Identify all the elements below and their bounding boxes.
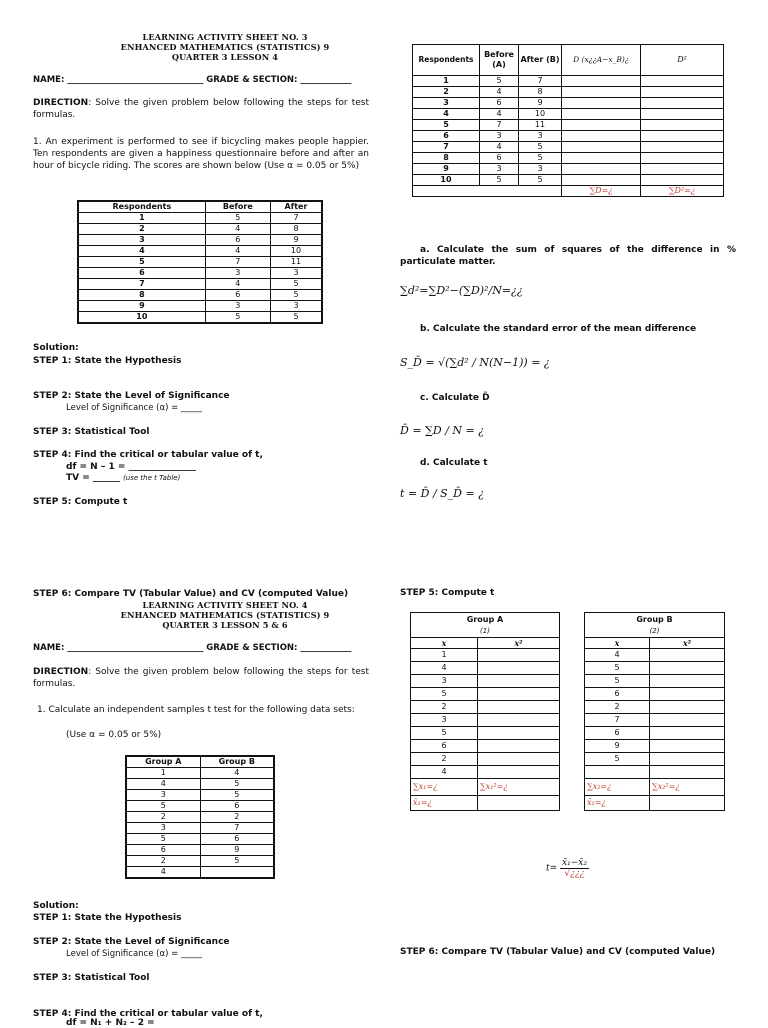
x2-cell	[650, 701, 725, 714]
table-row	[413, 76, 724, 87]
d2-cell	[641, 120, 724, 131]
sheet2-problem-sub: (Use α = 0.05 or 5%)	[66, 730, 162, 740]
right1-c-label: c. Calculate D̄	[420, 393, 490, 403]
table-cell: 3	[205, 301, 270, 312]
sheet2-subject: ENHANCED MATHEMATICS (STATISTICS) 9	[120, 610, 330, 620]
d-cell	[562, 76, 641, 87]
d2-cell	[641, 164, 724, 175]
table-cell: 5	[200, 790, 274, 801]
sheet1-name-line: NAME: ________________________________ GRADE & SECTION: ____________	[33, 75, 352, 85]
table-cell: 10	[78, 312, 205, 324]
d-cell	[562, 164, 641, 175]
x-cell: 6	[585, 727, 650, 740]
table-cell: 7	[519, 76, 562, 87]
table-cell: 5	[205, 213, 270, 224]
x2-cell	[478, 727, 560, 740]
table-row	[585, 662, 725, 675]
table-row	[126, 812, 274, 823]
x-cell: 5	[411, 727, 478, 740]
table-row	[585, 649, 725, 662]
sheet2-step3: STEP 3: Statistical Tool	[33, 973, 150, 983]
table-cell: 4	[480, 87, 519, 98]
table-cell: 3	[480, 131, 519, 142]
table-cell: 3	[519, 164, 562, 175]
table-cell: 3	[413, 98, 480, 109]
x2-cell	[650, 649, 725, 662]
x-cell: 5	[585, 675, 650, 688]
table-cell: 1	[78, 213, 205, 224]
d2-cell	[641, 131, 724, 142]
table-row	[413, 87, 724, 98]
groupA-col-x2: x²	[478, 638, 560, 649]
x-cell: 3	[411, 675, 478, 688]
table-cell: 5	[480, 175, 519, 186]
d-cell	[562, 142, 641, 153]
table-cell: 1	[413, 76, 480, 87]
col-group-a: Group A	[126, 756, 200, 768]
x2-cell	[650, 714, 725, 727]
table-cell: 6	[126, 845, 200, 856]
table-row	[78, 246, 322, 257]
table-row	[411, 714, 560, 727]
sheet2-direction	[33, 666, 369, 690]
table-row	[126, 856, 274, 867]
table-row	[585, 727, 725, 740]
x2-cell	[478, 688, 560, 701]
table-row	[413, 120, 724, 131]
table-cell: 4	[78, 246, 205, 257]
col-group-b: Group B	[200, 756, 274, 768]
table-cell: 9	[200, 845, 274, 856]
right2-t-formula: t= $\frac{\text{x̄₁−x̄₂}}{√¿¿¿}$	[546, 858, 587, 879]
right1-a-label: a. Calculate the sum of squares of the difference in % particulate matter.	[400, 245, 736, 267]
d-cell	[562, 120, 641, 131]
table-cell: 4	[126, 779, 200, 790]
d-cell	[562, 131, 641, 142]
d-cell	[562, 87, 641, 98]
x2-cell	[478, 714, 560, 727]
d2-cell	[641, 175, 724, 186]
table-cell: 5	[200, 856, 274, 867]
sum-d2: ∑D²=¿	[668, 186, 696, 195]
col-respondents: Respondents	[78, 201, 205, 213]
groupB-sum-x-cell	[585, 779, 650, 796]
table-cell: 7	[480, 120, 519, 131]
col-respondents: Respondents	[413, 45, 480, 76]
table-cell: 5	[519, 175, 562, 186]
table-cell: 2	[78, 224, 205, 235]
direction-text: : Solve the given problem below following the steps for test formulas.	[33, 667, 369, 689]
sheet2-name-line: NAME: ________________________________ GRADE & SECTION: ____________	[33, 643, 352, 653]
table-row	[585, 701, 725, 714]
table-cell: 2	[200, 812, 274, 823]
table-cell: 11	[270, 257, 322, 268]
table-cell: 4	[205, 279, 270, 290]
table-cell: 8	[270, 224, 322, 235]
x-cell: 5	[411, 688, 478, 701]
d2-cell	[641, 109, 724, 120]
table-cell: 5	[480, 76, 519, 87]
table-row	[411, 649, 560, 662]
table-cell: 3	[270, 268, 322, 279]
x-cell: 1	[411, 649, 478, 662]
table-cell: 3	[78, 235, 205, 246]
col-d-squared: D²	[641, 45, 724, 76]
sheet2-data-table	[125, 755, 275, 879]
table-row	[126, 801, 274, 812]
table-cell: 4	[480, 142, 519, 153]
table-row	[78, 312, 322, 324]
table-row	[411, 727, 560, 740]
sheet1-problem: 1. An experiment is performed to see if bicycling makes people happier. Ten respondents are given a happiness questionnaire before and after an hour of bicycle riding. The scores are shown below (Use α = 0.05 or 5%)	[33, 137, 369, 171]
table-row	[78, 257, 322, 268]
table-cell: 3	[270, 301, 322, 312]
groupB-table	[584, 612, 725, 811]
col-after: After	[270, 201, 322, 213]
table-row	[78, 213, 322, 224]
table-row	[78, 235, 322, 246]
t-formula-den: √¿¿¿	[564, 869, 585, 879]
table-cell: 6	[200, 801, 274, 812]
sheet1-quarter: QUARTER 3 LESSON 4	[171, 52, 279, 62]
right2-step6: STEP 6: Compare TV (Tabular Value) and CV (computed Value)	[400, 947, 716, 957]
table-cell: 9	[78, 301, 205, 312]
table-row	[413, 153, 724, 164]
table-row	[585, 740, 725, 753]
table-row	[126, 823, 274, 834]
table-cell: 6	[200, 834, 274, 845]
sheet2-problem: 1. Calculate an independent samples t test for the following data sets:	[37, 705, 355, 715]
table-cell: 8	[519, 87, 562, 98]
table-cell: 6	[480, 153, 519, 164]
sheet2-step2-sub: Level of Significance (α) = _____	[66, 949, 203, 959]
groupA-mean: x̄₁=¿	[413, 798, 432, 807]
groupB-sum-x2: ∑x₂²=¿	[652, 782, 680, 791]
x-cell: 2	[411, 701, 478, 714]
x-cell: 3	[411, 714, 478, 727]
x2-cell	[478, 766, 560, 779]
table-row	[126, 834, 274, 845]
groupA-sum-x: ∑x₁=¿	[413, 782, 438, 791]
col-after-b: After (B)	[519, 45, 562, 76]
x-cell: 4	[411, 766, 478, 779]
table-cell: 5	[205, 312, 270, 324]
right1-d-formula: t = D̄ / S_D̄ = ¿	[400, 487, 485, 500]
groupB-sum-x2-cell	[650, 779, 725, 796]
t-formula-num: x̄₁−x̄₂	[562, 858, 587, 868]
sheet1-data-table	[77, 200, 323, 324]
x-cell: 4	[585, 649, 650, 662]
table-row	[126, 768, 274, 779]
direction-label: DIRECTION	[33, 98, 89, 108]
d2-cell	[641, 76, 724, 87]
table-cell: 8	[78, 290, 205, 301]
sum-d-cell	[562, 186, 641, 197]
sheet2-solution: Solution:	[33, 901, 79, 911]
x-cell	[585, 766, 650, 779]
table-cell: 9	[413, 164, 480, 175]
right1-c-formula: D̄ = ∑D / N = ¿	[400, 424, 485, 437]
table-cell: 3	[126, 823, 200, 834]
table-row	[411, 753, 560, 766]
right1-a-formula	[400, 284, 523, 297]
d2-cell	[641, 87, 724, 98]
table-row	[78, 279, 322, 290]
x-cell: 6	[411, 740, 478, 753]
table-row	[411, 766, 560, 779]
sum-d: ∑D=¿	[589, 186, 613, 195]
d-cell	[562, 175, 641, 186]
x2-cell	[478, 649, 560, 662]
x2-cell	[650, 766, 725, 779]
sheet1-direction	[33, 97, 369, 121]
sheet2-step4: STEP 4: Find the critical or tabular value of t,	[33, 1009, 263, 1019]
table-cell: 5	[126, 834, 200, 845]
table-cell: 3	[205, 268, 270, 279]
table-cell: 6	[205, 235, 270, 246]
groupA-title: Group A	[466, 614, 504, 624]
d2-cell	[641, 153, 724, 164]
table-row	[585, 714, 725, 727]
table-cell	[200, 867, 274, 879]
sheet1-step3: STEP 3: Statistical Tool	[33, 427, 150, 437]
table-row	[411, 662, 560, 675]
table-cell: 5	[78, 257, 205, 268]
table-row	[78, 301, 322, 312]
table-cell: 5	[270, 290, 322, 301]
sheet2-step4-df: df = N₁ + N₂ – 2 =	[66, 1018, 155, 1028]
table-cell: 1	[126, 768, 200, 779]
table-cell: 2	[413, 87, 480, 98]
table-row	[413, 164, 724, 175]
table-cell: 6	[480, 98, 519, 109]
table-row	[585, 688, 725, 701]
groupB-col-x: x	[585, 638, 650, 649]
x2-cell	[650, 753, 725, 766]
table-cell: 10	[519, 109, 562, 120]
sheet1-step2: STEP 2: State the Level of Significance	[33, 391, 230, 401]
tv-note: (use the t Table)	[123, 474, 181, 482]
table-row	[411, 675, 560, 688]
right1-b-formula: S_D̄ = √(∑d² / N(N−1)) = ¿	[400, 356, 550, 369]
d2-cell	[641, 142, 724, 153]
col-before: Before	[205, 201, 270, 213]
direction-label: DIRECTION	[33, 667, 89, 677]
table-row	[78, 268, 322, 279]
sheet1-header	[60, 32, 390, 62]
x2-cell	[650, 727, 725, 740]
table-row	[585, 766, 725, 779]
table-cell: 4	[205, 224, 270, 235]
x-cell: 2	[411, 753, 478, 766]
sheet2-title: LEARNING ACTIVITY SHEET NO. 4	[142, 600, 308, 610]
table-cell: 9	[270, 235, 322, 246]
sheet2-step2: STEP 2: State the Level of Significance	[33, 937, 230, 947]
table-cell: 5	[519, 142, 562, 153]
right1-b-label: b. Calculate the standard error of the mean difference	[420, 324, 697, 334]
x2-cell	[650, 662, 725, 675]
table-row	[126, 790, 274, 801]
table-cell: 4	[126, 867, 200, 879]
d2-cell	[641, 98, 724, 109]
table-cell: 4	[480, 109, 519, 120]
table-cell: 2	[126, 812, 200, 823]
d-cell	[562, 98, 641, 109]
table-cell: 5	[519, 153, 562, 164]
table-row	[126, 867, 274, 879]
sheet1-subject: ENHANCED MATHEMATICS (STATISTICS) 9	[120, 42, 330, 52]
table-cell: 2	[126, 856, 200, 867]
sheet1-step4-tv	[66, 473, 180, 483]
x2-cell	[650, 740, 725, 753]
table-cell: 6	[413, 131, 480, 142]
groupB-title-cell	[585, 613, 725, 638]
sheet1-step1: STEP 1: State the Hypothesis	[33, 356, 182, 366]
sheet2-header	[60, 600, 390, 630]
table-cell: 3	[519, 131, 562, 142]
groupB-sum-x: ∑x₂=¿	[587, 782, 612, 791]
table-cell: 7	[78, 279, 205, 290]
table-cell: 7	[200, 823, 274, 834]
table-row	[585, 753, 725, 766]
groupA-sum-x-cell	[411, 779, 478, 796]
table-cell: 9	[519, 98, 562, 109]
d-cell	[562, 153, 641, 164]
table-cell: 5	[270, 312, 322, 324]
right1-d-label: d. Calculate t	[420, 458, 488, 468]
table-cell: 5	[126, 801, 200, 812]
x-cell: 9	[585, 740, 650, 753]
groupB-mean-cell	[585, 796, 650, 811]
table-row	[413, 131, 724, 142]
groupA-mean-cell	[411, 796, 478, 811]
table-cell: 7	[270, 213, 322, 224]
sum-d2-cell	[641, 186, 724, 197]
table-row	[78, 224, 322, 235]
table-row	[126, 779, 274, 790]
col-d: D (x¿¿A−x_B)¿	[562, 45, 641, 76]
sheet1-step5: STEP 5: Compute t	[33, 497, 128, 507]
table-cell: 7	[413, 142, 480, 153]
d-cell	[562, 109, 641, 120]
right2-step5: STEP 5: Compute t	[400, 588, 495, 598]
table-cell: 3	[480, 164, 519, 175]
table-cell: 4	[413, 109, 480, 120]
groupA-sum-x2: ∑x₁²=¿	[480, 782, 508, 791]
sheet1-step4: STEP 4: Find the critical or tabular value of t,	[33, 450, 263, 460]
groupA-title-cell	[411, 613, 560, 638]
table-cell: 5	[200, 779, 274, 790]
x-cell: 4	[411, 662, 478, 675]
groupB-title: Group B	[636, 614, 673, 624]
x2-cell	[478, 701, 560, 714]
table-row	[411, 701, 560, 714]
sheet1-step4-df: df = N – 1 = _______________	[66, 462, 197, 472]
sheet2-step1: STEP 1: State the Hypothesis	[33, 913, 182, 923]
table-cell: 6	[205, 290, 270, 301]
tv-label: TV = ______	[66, 473, 120, 483]
sheet1-solution: Solution:	[33, 343, 79, 353]
table-cell: 5	[413, 120, 480, 131]
table-cell: 4	[200, 768, 274, 779]
x-cell: 5	[585, 662, 650, 675]
a-formula-text: ∑d²=∑D²−(∑D)²/N=¿¿	[400, 284, 523, 297]
sheet1-title: LEARNING ACTIVITY SHEET NO. 3	[142, 32, 308, 42]
right1-table	[412, 44, 724, 197]
x-cell: 7	[585, 714, 650, 727]
x-cell: 2	[585, 701, 650, 714]
table-cell: 10	[270, 246, 322, 257]
col-before-a: Before (A)	[480, 45, 519, 76]
sheet1-step6: STEP 6: Compare TV (Tabular Value) and CV (computed Value)	[33, 589, 349, 599]
table-row	[413, 142, 724, 153]
groupB-sub: (2)	[649, 626, 660, 635]
direction-text: : Solve the given problem below following the steps for test formulas.	[33, 98, 369, 120]
groupB-mean: x̄₂=¿	[587, 798, 606, 807]
x2-cell	[478, 740, 560, 753]
table-row	[411, 740, 560, 753]
groupA-sum-x2-cell	[478, 779, 560, 796]
sheet1-step2-sub: Level of Significance (α) = _____	[66, 403, 203, 413]
x2-cell	[478, 753, 560, 766]
table-row	[585, 675, 725, 688]
table-cell: 4	[205, 246, 270, 257]
x2-cell	[650, 675, 725, 688]
groupA-col-x: x	[411, 638, 478, 649]
table-row	[78, 290, 322, 301]
table-cell: 5	[270, 279, 322, 290]
sheet2-quarter: QUARTER 3 LESSON 5 & 6	[162, 620, 288, 630]
table-cell: 3	[126, 790, 200, 801]
groupB-col-x2: x²	[650, 638, 725, 649]
table-row	[413, 175, 724, 186]
x2-cell	[650, 688, 725, 701]
table-cell: 7	[205, 257, 270, 268]
table-cell: 11	[519, 120, 562, 131]
x-cell: 5	[585, 753, 650, 766]
groupA-table	[410, 612, 560, 811]
table-cell: 6	[78, 268, 205, 279]
table-row	[411, 688, 560, 701]
table-cell: 10	[413, 175, 480, 186]
x2-cell	[478, 675, 560, 688]
table-row	[413, 109, 724, 120]
table-row	[126, 845, 274, 856]
table-row	[413, 98, 724, 109]
table-cell: 8	[413, 153, 480, 164]
x2-cell	[478, 662, 560, 675]
groupA-sub: (1)	[480, 626, 490, 635]
x-cell: 6	[585, 688, 650, 701]
